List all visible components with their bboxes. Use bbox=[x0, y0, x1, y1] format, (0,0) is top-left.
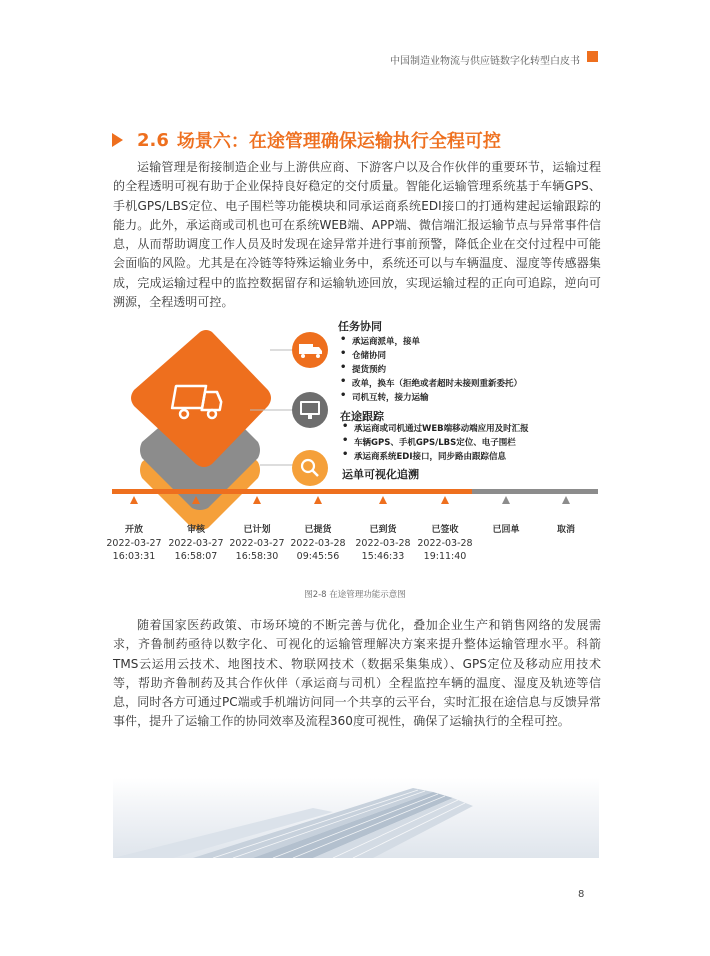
stage-name: 开放 bbox=[124, 525, 143, 535]
task-item: • 司机互转，接力运输 bbox=[338, 391, 429, 403]
timeline-stage bbox=[161, 524, 231, 563]
section-title: 场景六：在途管理确保运输执行全程可控 bbox=[176, 131, 501, 152]
visual-block-title: 运单可视化追溯 bbox=[342, 468, 419, 481]
stage-date: 2022-03-27 bbox=[168, 538, 224, 549]
timeline-stage bbox=[531, 524, 601, 537]
stage-date: 2022-03-27 bbox=[106, 538, 162, 549]
task-item: • 承运商派单，接单 bbox=[338, 335, 420, 347]
section-arrow-icon bbox=[112, 133, 123, 147]
search-icon bbox=[292, 450, 328, 486]
stage-name: 已回单 bbox=[492, 525, 520, 535]
stage-name: 已到货 bbox=[369, 525, 397, 535]
task-item: • 提货预约 bbox=[338, 363, 386, 375]
truck-icon bbox=[292, 332, 328, 368]
building-illustration bbox=[113, 778, 599, 858]
timeline-stage bbox=[99, 524, 169, 563]
stage-name: 取消 bbox=[556, 525, 575, 535]
stage-date: 2022-03-28 bbox=[290, 538, 346, 549]
tracking-item: • 车辆GPS、手机GPS/LBS定位、电子围栏 bbox=[340, 436, 516, 448]
stage-time: 16:03:31 bbox=[112, 551, 156, 562]
header-title: 中国制造业物流与供应链数字化转型白皮书 bbox=[390, 56, 580, 67]
timeline-progress-bar bbox=[112, 489, 472, 494]
timeline-stage bbox=[348, 524, 418, 563]
body-paragraph-2: 随着国家医药政策、市场环境的不断完善与优化，叠加企业生产和销售网络的发展需求，齐鲁制药亟待以数字化、可视化的运输管理解决方案来提升整体运输管理水平。科箭TMS云运用云技术、地图技术、物联网技术（数据采集集成）、GPS定位及移动应用技术等，帮助齐鲁制药及其合作伙伴（承运商与司机）全程监控车辆的温度、湿度及轨迹等信息，同时各方可通过PC端或手机端访问同一个共享的云平台，实时汇报在途信息与反馈异常事件，提升了运输工作的协同效率及流程360度可视性，确保了运输执行的全程可控。 bbox=[113, 618, 601, 729]
stage-time: 16:58:30 bbox=[235, 551, 279, 562]
tracking-item: • 承运商系统EDI接口，同步路由跟踪信息 bbox=[340, 450, 506, 462]
figure-caption: 图2-8 在途管理功能示意图 bbox=[304, 590, 406, 600]
stage-date: 2022-03-28 bbox=[355, 538, 411, 549]
stage-name: 已签收 bbox=[431, 525, 459, 535]
stage-time: 09:45:56 bbox=[296, 551, 340, 562]
task-block-title: 任务协同 bbox=[338, 320, 382, 333]
task-item: • 仓储协同 bbox=[338, 349, 386, 361]
tracking-item: • 承运商或司机通过WEB端移动端应用及时汇报 bbox=[340, 422, 529, 434]
section-number: 2.6 bbox=[137, 129, 169, 151]
tracking-block-title: 在途跟踪 bbox=[340, 410, 384, 423]
monitor-icon bbox=[292, 392, 328, 428]
task-item: • 改单，换车（拒绝或者超时未接则重新委托） bbox=[338, 377, 522, 389]
section-heading bbox=[112, 125, 501, 155]
stage-date: 2022-03-27 bbox=[229, 538, 285, 549]
decorative-building-image bbox=[113, 778, 599, 858]
stage-name: 审核 bbox=[186, 525, 205, 535]
stage-time: 16:58:07 bbox=[174, 551, 218, 562]
page-number: 8 bbox=[578, 889, 585, 900]
stage-time: 15:46:33 bbox=[361, 551, 405, 562]
timeline-stage bbox=[222, 524, 292, 563]
stage-date: 2022-03-28 bbox=[417, 538, 473, 549]
timeline-stage bbox=[410, 524, 480, 563]
stage-name: 已提货 bbox=[304, 525, 332, 535]
timeline-stage bbox=[283, 524, 353, 563]
timeline-remaining-bar bbox=[472, 489, 598, 494]
stage-name: 已计划 bbox=[243, 525, 271, 535]
transport-management-figure bbox=[0, 300, 710, 610]
body-paragraph-1: 运输管理是衔接制造企业与上游供应商、下游客户以及合作伙伴的重要环节，运输过程的全程透明可视有助于企业保持良好稳定的交付质量。智能化运输管理系统基于车辆GPS、手机GPS/LBS定位、电子围栏等功能模块和同承运商系统EDI接口的打通构建起运输跟踪的能力。此外，承运商或司机也可在系统WEB端、APP端、微信端汇报运输节点与异常事件信息，从而帮助调度工作人员及时发现在途异常并进行事前预警，降低企业在交付过程中可能会面临的风险。尤其是在冷链等特殊运输业务中，系统还可以与车辆温度、湿度等传感器集成，完成运输过程中的监控数据留存和运输轨迹回放，实现运输过程的正向可追踪，逆向可溯源，全程透明可控。 bbox=[113, 160, 601, 310]
timeline-markers bbox=[130, 496, 570, 504]
header-accent-mark bbox=[587, 51, 598, 62]
stage-time: 19:11:40 bbox=[423, 551, 467, 562]
